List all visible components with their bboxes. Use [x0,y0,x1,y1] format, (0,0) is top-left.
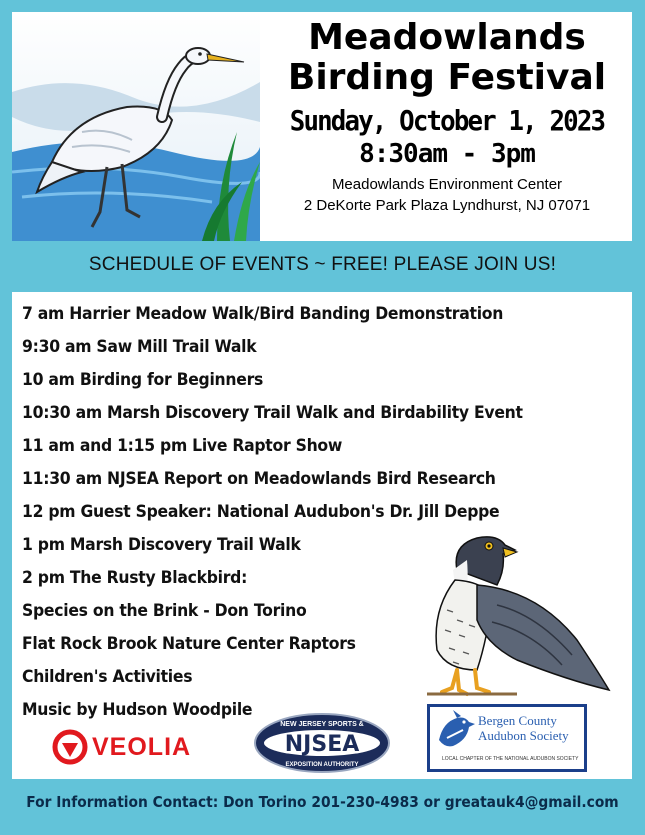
bergen-line1: Bergen County [478,713,557,728]
schedule-item: 10:30 am Marsh Discovery Trail Walk and Birdability Event [22,403,523,423]
schedule-item: 7 am Harrier Meadow Walk/Bird Banding Demonstration [22,304,504,324]
egret-icon [12,12,260,241]
venue-address: 2 DeKorte Park Plaza Lyndhurst, NJ 07071 [303,197,591,214]
contact-footer: For Information Contact: Don Torino 201-230-4983 or greatauk4@gmail.com [26,793,619,811]
schedule-item: 9:30 am Saw Mill Trail Walk [22,337,257,357]
peregrine-falcon-icon [397,530,612,700]
schedule-item: 1 pm Marsh Discovery Trail Walk [22,535,301,555]
bergen-line3: LOCAL CHAPTER OF THE NATIONAL AUDUBON SOCIETY [442,756,579,762]
veolia-logo [52,727,222,767]
schedule-item: 11:30 am NJSEA Report on Meadowlands Bird Research [22,469,496,489]
njsea-bottom-text: EXPOSITION AUTHORITY [285,762,359,768]
header-card [12,12,632,241]
event-time: 8:30am - 3pm [359,139,535,169]
schedule-item: 11 am and 1:15 pm Live Raptor Show [22,436,343,456]
schedule-item: 2 pm The Rusty Blackbird: [22,568,248,588]
schedule-item: Species on the Brink - Don Torino [22,601,307,621]
schedule-panel [12,292,632,779]
event-date: Sunday, October 1, 2023 [289,104,605,137]
schedule-item: Music by Hudson Woodpile [22,700,253,720]
schedule-item: 10 am Birding for Beginners [22,370,264,390]
bergen-line2: Audubon Society [478,728,569,743]
title-block [262,12,632,216]
schedule-item: Flat Rock Brook Nature Center Raptors [22,634,356,654]
festival-title-line2: Birding Festival [287,57,607,98]
veolia-emblem-icon [52,729,88,765]
veolia-wordmark: VEOLIA [92,733,192,761]
blue-jay-icon [433,710,477,754]
njsea-main-text: NJSEA [284,732,360,757]
schedule-banner: SCHEDULE OF EVENTS ~ FREE! PLEASE JOIN US! [88,254,557,275]
schedule-item: Children's Activities [22,667,193,687]
venue-name: Meadowlands Environment Center [331,176,563,193]
festival-title-line1: Meadowlands [308,17,586,58]
bergen-audubon-logo [427,704,587,772]
njsea-logo [252,712,392,774]
schedule-item: 12 pm Guest Speaker: National Audubon's Dr. Jill Deppe [22,502,500,522]
njsea-top-text: NEW JERSEY SPORTS & [280,721,364,728]
